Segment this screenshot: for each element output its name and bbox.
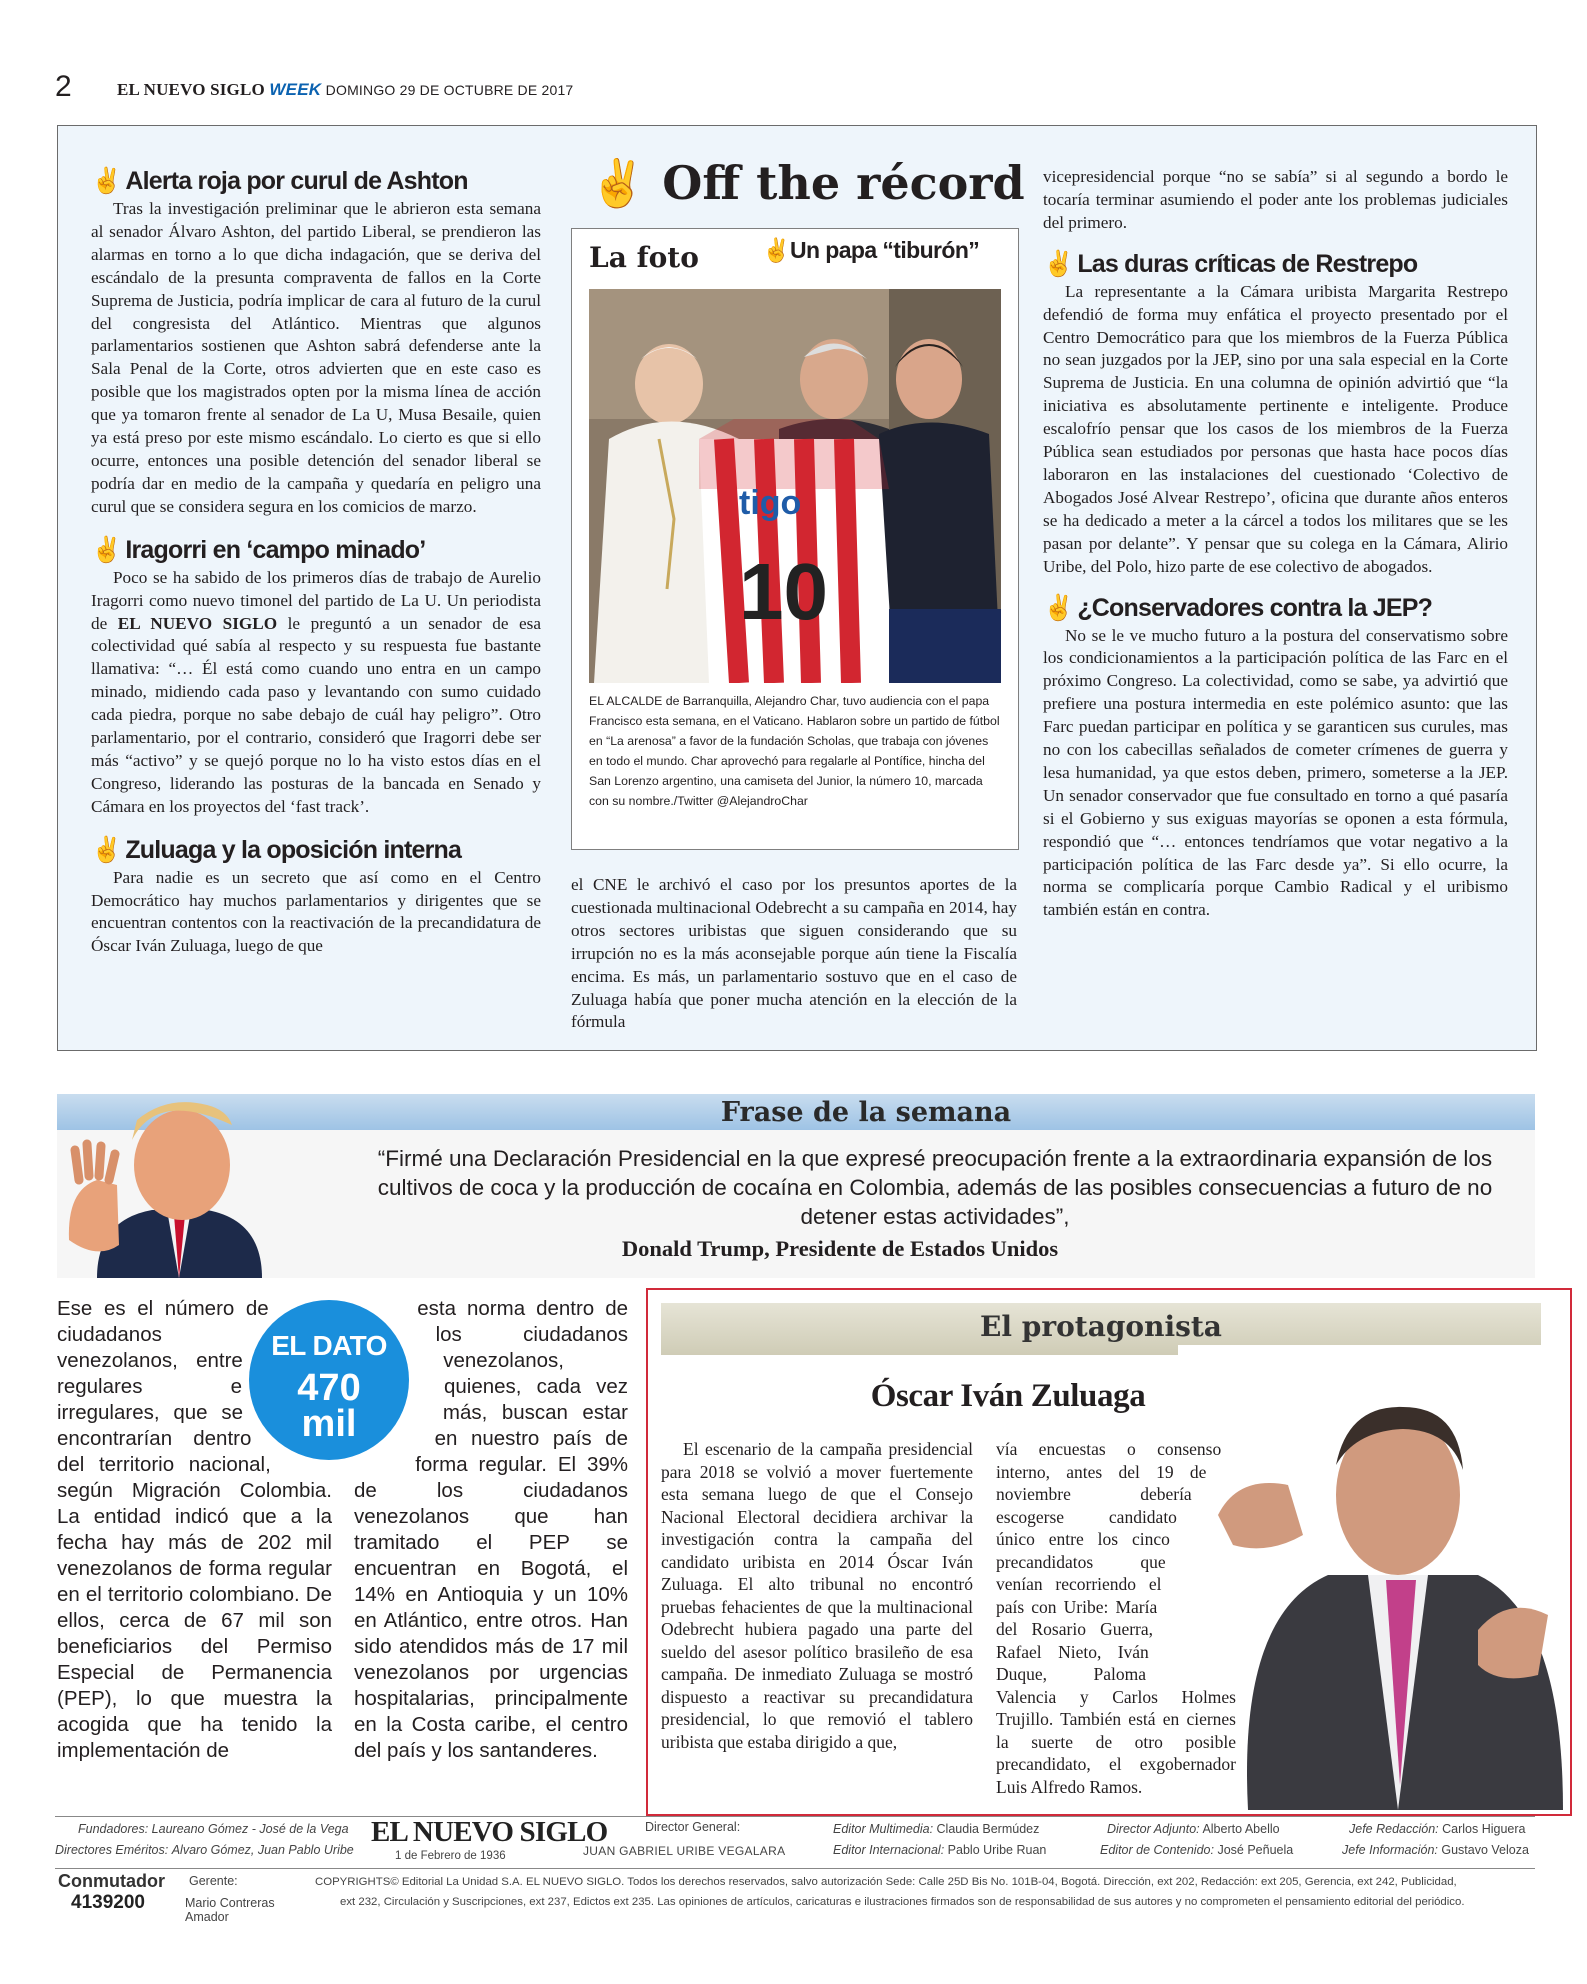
editor-contenido: Editor de Contenido: José Peñuela (1100, 1843, 1294, 1857)
pope-photo (589, 289, 1001, 683)
editor-internacional: Editor Internacional: Pablo Uribe Ruan (833, 1843, 1047, 1857)
jefe-redaccion: Jefe Redacción: Carlos Higuera (1349, 1822, 1526, 1836)
story-text: el CNE le archivó el caso por los presuntos aportes de la cuestionada multinacional Odebrecht a su campaña en 2014, hay otros sectores uribistas que siguen considerando que su irrupción no es la más aconsejable porque aún tiene la Fiscalía encima. Es más, un parlamentario sostuvo que en el caso de Zuluaga había que poner mucha atención en la elección de la fórmula (571, 875, 1017, 1032)
zuluaga-photo (1178, 1345, 1568, 1810)
story-heading: ✌ Las duras críticas de Restrepo (1043, 249, 1418, 278)
jefe-informacion: Jefe Información: Gustavo Veloza (1342, 1843, 1529, 1857)
victory-hand-icon: ✌ (1043, 249, 1074, 278)
director-general-label: Director General: (645, 1820, 741, 1834)
dato-value: 470 mil (297, 1367, 361, 1445)
issue-date: DOMINGO 29 DE OCTUBRE DE 2017 (325, 82, 574, 98)
victory-hand-icon: ✌ (91, 535, 122, 564)
story-text: No se le ve mucho futuro a la postura del conservatismo sobre los condicionamientos a la participación política de las Farc en el próximo Congreso. La colectividad, como se sabe, ya advirtió que prefiere una postura intermedia en este polémico asunto: que las Farc puedan participar en política y se garanticen sus curules, mas no con los cabecillas señalados de cometer crímenes de guerra y lesa humanidad, ya que estos deben, primero, someterse a la JEP. Un senador conservador que fue consultado en torno a qué pasaría si el Gobierno y sus exiguas mayorías se oponen a esta fórmula, respondió que “… entonces tendríamos que votar negativo a la participación política de las Farc desde ya”. Si ello ocurre, la norma se complicaría porque Cambio Radical y el uribismo también están en contra. (1043, 625, 1508, 920)
paper-name: EL NUEVO SIGLO (117, 80, 265, 99)
copyright-line-2: ext 232, Circulación y Suscripciones, ext 237, Edictos ext 235. Las opiniones de artículos, caricaturas e ilustraciones firmados son de responsabilidad de sus autores y no comprometen el pensamiento editorial del periódico. (340, 1896, 1465, 1908)
story-text: Tras la investigación preliminar que le abrieron esta semana al senador Álvaro Ashton, del partido Liberal, se prendieron las alarmas en torno a lo que dicha indagación, que se deriva del escándalo de la presunta compraventa de fallos en la Corte Suprema de Justicia, podría implicar de cara al futuro de la curul del congresista del Atlántico. Mientras que algunos parlamentarios sostienen que Ashton sabrá defenderse ante la Sala Penal de la Corte, otros advierten que en este caso es posible que los magistrados opten por la misma línea de acción que ya tomaron frente al senador de La U, Musa Besaile, quien ya está preso por este mismo escándalo. Lo cierto es que si ello ocurre, entonces una posible detención del senador liberal se podría dar en medio de la campaña y quedaría en peligro una curul que se considera segura en los comicios de marzo. (91, 199, 541, 516)
copyright-line-1: COPYRIGHTS© Editorial La Unidad S.A. EL NUEVO SIGLO. Todos los derechos reservados, salvo autorización Sede: Calle 25D Bis No. 101B-04, Bogotá. Dirección, ext 202, Redacción: ext 205, Gerencia, ext 242, Publicidad, (315, 1876, 1457, 1888)
conmutador-label: Conmutador (58, 1871, 165, 1891)
otr-column-3 (1043, 166, 1508, 922)
frase-title: Frase de la semana (720, 1097, 1012, 1128)
frase-quote: “Firmé una Declaración Presidencial en la que expresé preocupación frente a la extraordinaria expansión de los cultivos de coca y la producción de cocaína en Colombia, además de las posibles consecuencias a futuro de no detener estas actividades”, (377, 1146, 1493, 1229)
otr-column-2 (571, 874, 1017, 1034)
protagonista-name: Óscar Iván Zuluaga (870, 1378, 1146, 1414)
svg-text:10: 10 (739, 547, 828, 636)
story-heading: ✌ ¿Conservadores contra la JEP? (1043, 593, 1433, 622)
footer-mid-rule (55, 1868, 1535, 1869)
photo-label: La foto (589, 241, 699, 274)
victory-hand-icon: ✌ (589, 156, 647, 210)
el-dato (57, 1296, 637, 1781)
editor-multimedia: Editor Multimedia: Claudia Bermúdez (833, 1822, 1040, 1836)
protagonista-box (646, 1288, 1572, 1816)
conmutador-number: 4139200 (71, 1892, 145, 1913)
story-text: vicepresidencial porque “no se sabía” si al segundo a bordo le tocaría terminar asumiendo el poder ante los problemas judiciales del primero. (1043, 167, 1508, 232)
protagonista-text: El escenario de la campaña presidencial para 2018 se volvió a mover fuertemente esta semana luego de que el Consejo Nacional Electoral decidiera archivar la investigación contra la campaña del candidato uribista en 2014 Óscar Iván Zuluaga. El alto tribunal no encontró pruebas fehacientes de que la multinacional Odebrecht hubiera pagado una parte del sueldo del asesor político brasileño de esa campaña. De inmediato Zuluaga se mostró dispuesto a reactivar su precandidatura presidencial, lo que removió el tablero uribista que estaba dirigido a que, (661, 1439, 973, 1752)
photo-heading: ✌Un papa “tiburón” (762, 237, 980, 263)
svg-text:tigo: tigo (739, 484, 802, 522)
story-heading: ✌ Alerta roja por curul de Ashton (91, 167, 468, 195)
director-general: JUAN GABRIEL URIBE VEGALARA (583, 1844, 786, 1858)
director-adjunto: Director Adjunto: Alberto Abello (1107, 1822, 1280, 1836)
protagonista-text: vía encuestas o consenso interno, antes del 19 de noviembre debería escogerse candidato único entre los cinco precandidatos que venían recorriendo el país con Uribe: María del Rosario Guerra, Rafael Nieto, Iván Duque, Paloma Valencia y Carlos Holmes Trujillo. También está en ciernes la suerte de otro posible precandidato, el exgobernador Luis Alfredo Ramos. (996, 1439, 1236, 1797)
dato-label: EL DATO (271, 1330, 387, 1361)
dato-badge (249, 1300, 409, 1460)
section-title: ✌ Off the récord (589, 156, 1025, 210)
directores-emeritos: Directores Eméritos: Alvaro Gómez, Juan Pablo Uribe (55, 1843, 354, 1857)
story-text: Poco se ha sabido de los primeros días de trabajo de Aurelio Iragorri como nuevo timonel del partido de La U. Un periodista de EL NUEVO SIGLO le preguntó a un senador de esa colectividad qué sabía al respecto y su respuesta fue bastante llamativa: “… Él está como cuando uno entra en un campo minado, midiendo cada paso y levantando con sumo cuidado cada piedra, porque no sabe debajo de cuál hay peligro”. Otro parlamentario, por el contrario, consideró que Iragorri debe ser más “activo” y se quejó porque no lo ha visto estos días en el Congreso, liderando las posturas de la bancada en Senado y Cámara en los proyectos del ‘fast track’. (91, 567, 541, 816)
protagonista-col-1 (661, 1438, 973, 1753)
dato-text-right: esta norma dentro de los ciudadanos venezolanos, quienes, cada vez más, buscan estar en nuestro país de forma regular. El 39% de los ciudadanos venezolanos que han tramitado el PEP se encuentran en Bogotá, el 14% en Antioquia y un 10% en Atlántico, entre otros. Han sido atendidos más de 17 mil venezolanos por urgencias hospitalarias, principalmente en la Costa caribe, el centro del país y los santanderes. (354, 1297, 628, 1762)
story-heading: ✌ Zuluaga y la oposición interna (91, 835, 462, 864)
dato-text-left: Ese es el número de ciudadanos venezolanos, entre regulares e irregulares, que se encontrarían dentro del territorio nacional, según Migración Colombia. La entidad indicó que a la fecha hay más de 202 mil venezolanos de forma regular en el territorio colombiano. De ellos, cerca de 67 mil son beneficiarios del Permiso Especial de Permanencia (PEP), lo que muestra la acogida que ha tenido la implementación de (57, 1297, 332, 1762)
otr-column-1 (91, 164, 541, 958)
footer-logo: EL NUEVO SIGLO (371, 1816, 608, 1848)
page-number: 2 (55, 70, 72, 103)
photo-box (571, 228, 1019, 850)
page-header (55, 70, 1535, 110)
story-text: La representante a la Cámara uribista Margarita Restrepo defendió de forma muy enfática el proyecto presentado por el Centro Democrático para que los miembros de la Fuerza Pública no sean juzgados por la JEP, sino por una sala especial en la Corte Suprema de Justicia. En una columna de opinión advirtió que “la iniciativa es absolutamente pertinente e inteligente. Produce escalofrío pensar que los casos de los miembros de la Fuerza Pública sean estudiados por personas que hasta hace pocos días laboraron en las instalaciones del cuestionado ‘Colectivo de Abogados José Alvear Restrepo’, oficina que durante años enteros se ha dedicado a meter a la cárcel a todos los militares que se les pasan por delante”. Y pensar que su colega en la Cámara, Alirio Uribe, del Polo, hizo parte de ese colectivo de abogados. (1043, 281, 1508, 576)
victory-hand-icon: ✌ (91, 167, 122, 195)
footer-top-rule (55, 1816, 1535, 1817)
gerente: Mario Contreras Amador (185, 1896, 275, 1924)
founded-date: 1 de Febrero de 1936 (395, 1850, 506, 1862)
story-text: Para nadie es un secreto que así como en el Centro Democrático hay muchos parlamentarios y dirigentes que se encuentran contentos con la reactivación de la precandidatura de Óscar Iván Zuluaga, luego de que (91, 867, 541, 956)
masthead (117, 80, 573, 100)
off-the-record-box (57, 125, 1537, 1051)
victory-hand-icon: ✌ (762, 237, 791, 263)
story-heading: ✌ Iragorri en ‘campo minado’ (91, 535, 426, 564)
victory-hand-icon: ✌ (91, 835, 122, 864)
protagonista-title: El protagonista (980, 1310, 1222, 1343)
protagonista-col-2 (996, 1438, 1236, 1798)
footer (55, 1816, 1535, 1936)
fundadores: Fundadores: Laureano Gómez - José de la Vega (78, 1822, 349, 1836)
gerente-label: Gerente: (189, 1874, 238, 1888)
victory-hand-icon: ✌ (1043, 593, 1074, 622)
frase-author: Donald Trump, Presidente de Estados Unidos (621, 1236, 1059, 1261)
section-name: WEEK (269, 80, 322, 99)
photo-caption: EL ALCALDE de Barranquilla, Alejandro Char, tuvo audiencia con el papa Francisco esta semana, en el Vaticano. Hablaron sobre un partido de fútbol en “La arenosa” a favor de la fundación Scholas, que trabaja con jóvenes en todo el mundo. Char aprovechó para regalarle al Pontífice, hincha del San Lorenzo argentino, una camiseta del Junior, la número 10, marcada con su nombre./Twitter @AlejandroChar (589, 694, 1000, 808)
